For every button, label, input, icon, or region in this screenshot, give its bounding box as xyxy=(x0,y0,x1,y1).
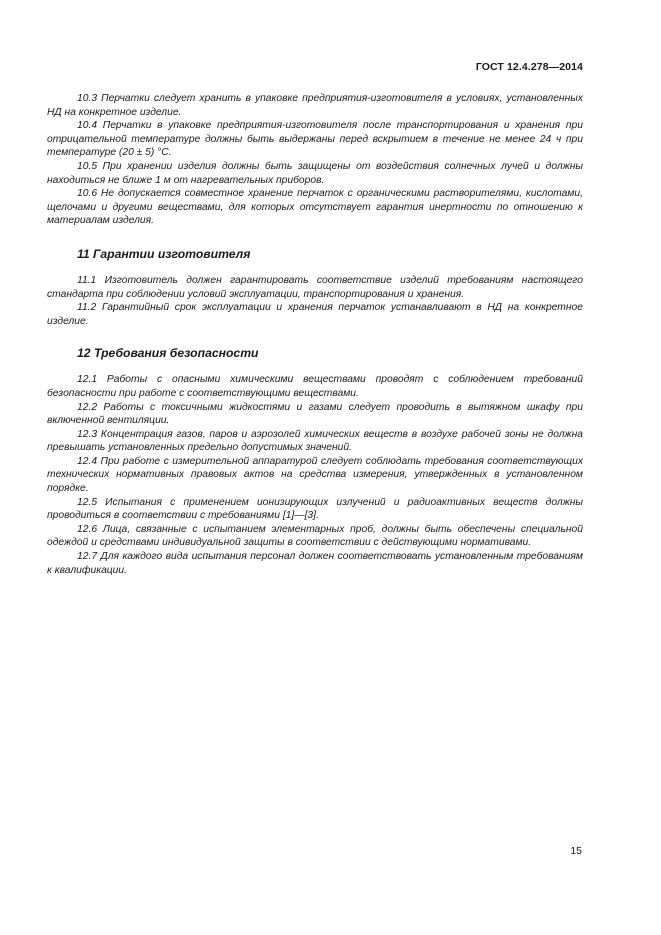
paragraph-12-7: 12.7 Для каждого вида испытания персонал должен соответствовать установленным требованиям к квалификации. xyxy=(47,551,583,576)
paragraph-10-3: 10.3 Перчатки следует хранить в упаковке предприятия-изготовителя в условиях, установленных НД на конкретное изделие. xyxy=(47,93,583,118)
paragraph-10-5: 10.5 При хранении изделия должны быть защищены от воздействия солнечных лучей и должны находиться не ближе 1 м от нагревательных приборов. xyxy=(47,160,583,186)
section-12-heading: 12 Требования безопасности xyxy=(77,346,259,361)
page-number: 15 xyxy=(570,845,582,857)
paragraph-10-4: 10.4 Перчатки в упаковке предприятия-изготовителя после транспортирования и хранения при отрицательной температуре должны быть выдержаны перед вскрытием в течение не менее 24 ч при температуре (20 ± 5) °С. xyxy=(47,120,583,159)
section-11-heading: 11 Гарантии изготовителя xyxy=(77,246,251,261)
paragraph-12-6: 12.6 Лица, связанные с испытанием элементарных проб, должны быть обеспечены специальной одеждой и средствами индивидуальной защиты в соответствии с действующими нормативами. xyxy=(47,523,583,549)
paragraph-12-2: 12.2 Работы с токсичными жидкостями и газами следует проводить в вытяжном шкафу при включенной вентиляции. xyxy=(47,401,583,427)
document-body xyxy=(47,92,583,577)
paragraph-12-3: 12.3 Концентрация газов, паров и аэрозолей химических веществ в воздухе рабочей зоны не должна превышать установленных предельно допустимых значений. xyxy=(47,428,583,454)
standard-code: ГОСТ 12.4.278—2014 xyxy=(475,61,583,73)
paragraph-12-5: 12.5 Испытания с применением ионизирующих излучений и радиоактивных веществ должны проводиться в соответствии с требованиями [1]—[3]. xyxy=(47,496,583,522)
paragraph-11-2: 11.2 Гарантийный срок эксплуатации и хранения перчаток устанавливают в НД на конкретное изделие. xyxy=(47,302,583,327)
paragraph-10-6: 10.6 Не допускается совместное хранение перчаток с органическими растворителями, кислотами, щелочами и другими веществами, для которых отсутствует гарантия инертности по отношению к материалам изделия. xyxy=(47,188,583,227)
paragraph-11-1: 11.1 Изготовитель должен гарантировать соответствие изделий требованиям настоящего стандарта при соблюдении условий эксплуатации, транспортирования и хранения. xyxy=(47,274,583,300)
paragraph-12-1: 12.1 Работы с опасными химическими веществами проводят с соблюдением требований безопасности при работе с соответствующими веществами. xyxy=(47,374,583,399)
paragraph-12-4: 12.4 При работе с измерительной аппаратурой следует соблюдать требования соответствующих технических нормативных правовых актов на средства измерения, утвержденных в установленном порядке. xyxy=(47,455,583,495)
